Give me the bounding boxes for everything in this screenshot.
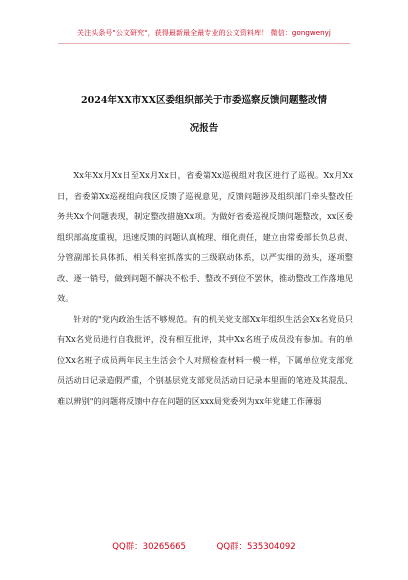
header-promo-banner: 关注头条号"公文研究"，获得最新最全最专业的公文资料库！ 微信：gongwenyj: [77, 29, 331, 37]
document-body: [57, 165, 353, 411]
footer-qq-group-2: QQ群：535304092: [216, 542, 296, 552]
body-paragraph: 针对的"党内政治生活不够规范。有的机关党支部Xx年组织生活会Xx名党员只有Xx名党员进行自我批评，没有相互批评，其中Xx名班子成员没有参加。有的单位Xx名班子成员两年民主生活会个人对照检查材料一模一样，下属单位党支部党员活动日记录造假严重，个别基层党支部党员活动日记录本里面的笔迹及其混乱、难以辨别"的问题将反馈中存在问题的区xxx局党委列为xx年党建工作薄弱: [57, 313, 353, 406]
body-paragraph: Xx年Xx月Xx日至Xx月Xx日，省委第Xx巡视组对我区进行了巡视。Xx月Xx日，省委第Xx巡视组向我区反馈了巡视意见，反馈问题涉及组织部门牵头整改任务共Xx个问题表现，制定整改措施Xx项。为做好省委巡视反馈问题整改，xx区委组织部高度重视，迅速反馈的问题认真梳理、细化责任，建立由常委部长负总责、分管副部长具体抓、相关科室抓落实的三级联动体系，以严实细的劲头，逐项整改、逐一销号，做到问题不解决不松手、整改不到位不罢休，推动整改工作落地见效。: [57, 170, 353, 303]
footer-qq-group-1: QQ群：30265665: [112, 542, 186, 552]
document-title-line-1: 2024年XX市XX区委组织部关于市委巡察反馈问题整改情: [81, 95, 327, 106]
footer-qq-banner: [0, 540, 408, 552]
header-divider: [58, 43, 350, 44]
document-title-line-2: 况报告: [189, 123, 219, 134]
